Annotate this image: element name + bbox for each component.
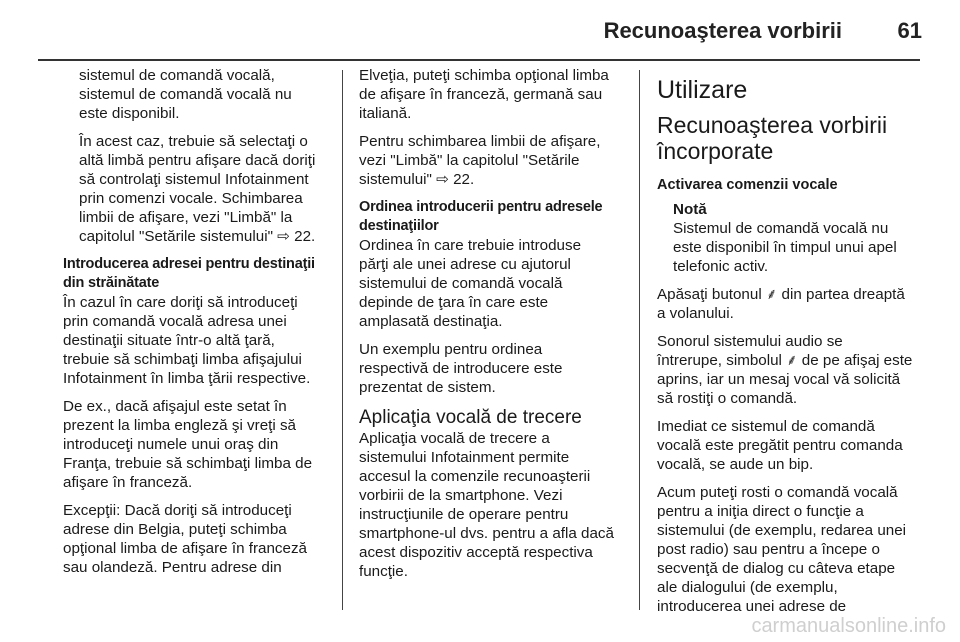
paragraph: Apăsaţi butonul ⸙ din partea dreaptă a volanului. <box>657 286 905 322</box>
paragraph: În cazul în care doriţi să introduceţi prin comandă vocală adresa unei destinaţii situate într-o altă ţară, trebuie să schimbaţi limba afişajului Infotainment în limba ţării respective. <box>63 294 311 387</box>
note-label: Notă <box>673 201 707 218</box>
section-heading: Aplicaţia vocală de trecere <box>359 407 582 428</box>
section-heading: Recunoaşterea vorbirii încorporate <box>657 112 888 164</box>
section-subheading: Introducerea adresei pentru destinaţii din străinătate <box>63 256 315 291</box>
paragraph: Pentru schimbarea limbii de afişare, vezi "Limbă" la capitolul "Setările sistemului" ⇨ 22. <box>359 133 601 188</box>
paragraph: Excepţii: Dacă doriţi să introduceţi adrese din Belgia, puteţi schimba opţional limba de afişare în franceză sau olandeză. Pentru adrese din <box>63 502 307 576</box>
paragraph: Sonorul sistemului audio se întrerupe, simbolul ⸙ de pe afişaj este aprins, iar un mesaj vocal vă solicită să rostiţi o comandă. <box>657 333 913 407</box>
paragraph: Un exemplu pentru ordinea respectivă de introducere este prezentat de sistem. <box>359 341 563 396</box>
paragraph: Imediat ce sistemul de comandă vocală este pregătit pentru comanda vocală, se aude un bip. <box>657 418 903 473</box>
paragraph: De ex., dacă afişajul este setat în prezent la limba engleză şi vreţi să introduceţi numele unui oraş din Franţa, trebuie să schimbaţi limba de afişare în franceză. <box>63 398 313 491</box>
section-subheading: Ordinea introducerii pentru adresele destinaţiilor <box>359 199 603 234</box>
header-divider <box>38 59 920 61</box>
column-2 <box>359 66 627 590</box>
page-header <box>0 0 960 58</box>
column-divider-2 <box>639 70 640 610</box>
subsection-heading: Activarea comenzii vocale <box>657 177 838 193</box>
paragraph: sistemul de comandă vocală, sistemul de comandă vocală nu este disponibil. <box>79 67 292 122</box>
column-3 <box>657 66 923 625</box>
paragraph: În acest caz, trebuie să selectaţi o altă limbă pentru afişare dacă doriţi să controlaţi sistemul Infotainment prin comenzi vocale. Schimbarea limbii de afişare, vezi "Limbă" la capitolul "Setările sistemului" ⇨ 22. <box>79 133 316 245</box>
paragraph: Ordinea în care trebuie introduse părţi ale unei adrese cu ajutorul sistemului de comandă vocală depinde de ţara în care este amplasată destinaţia. <box>359 237 582 330</box>
paragraph: Aplicaţia vocală de trecere a sistemului Infotainment permite accesul la comenzile recunoaşterii vorbirii de la smartphone. Vezi instrucţiunile de operare pentru smartphone-ul dvs. pentru a afla dacă acest dispozitiv acceptă respectiva funcţie. <box>359 430 614 580</box>
watermark: carmanualsonline.info <box>751 615 946 637</box>
column-divider-1 <box>342 70 343 610</box>
page-number: 61 <box>897 18 922 43</box>
page-title: Recunoaşterea vorbirii <box>603 18 842 43</box>
paragraph: Acum puteţi rosti o comandă vocală pentru a iniţia direct o funcţie a sistemului (de exemplu, redarea unei post radio) sau pentru a începe o secvenţă de dialog cu câteva etape ale dialogului (de exemplu, introducerea unei adrese de <box>657 484 907 615</box>
note-block: Notă Sistemul de comandă vocală nu este disponibil în timpul unui apel telefonic activ. <box>657 200 923 276</box>
chapter-heading: Utilizare <box>657 76 748 104</box>
paragraph: Elveţia, puteţi schimba opţional limba de afişare în franceză, germană sau italiană. <box>359 67 609 122</box>
column-1 <box>63 66 333 586</box>
